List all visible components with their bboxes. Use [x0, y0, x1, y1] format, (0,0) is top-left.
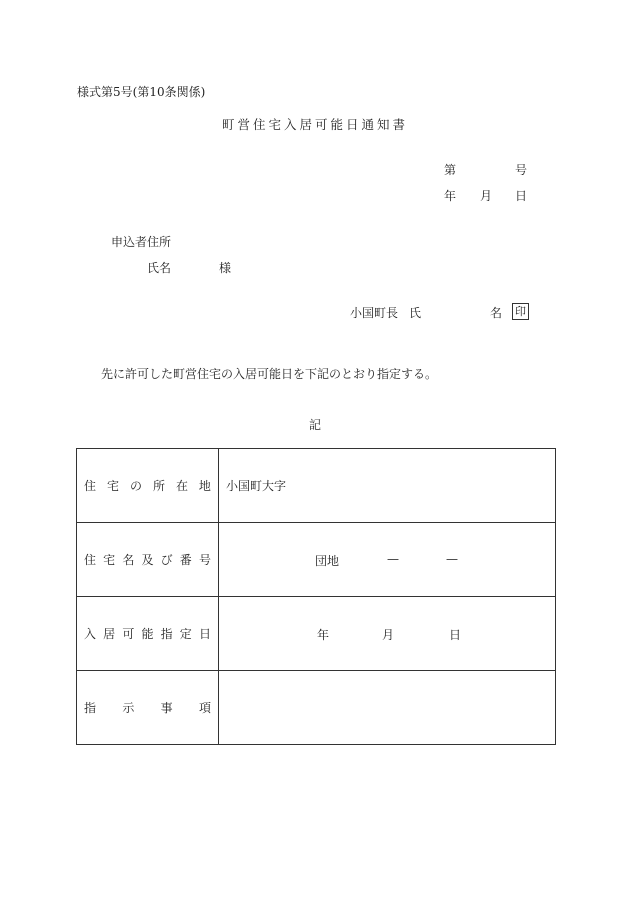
label-char: 居: [103, 627, 116, 641]
dash-separator: —: [387, 552, 399, 566]
seal-box: 印: [512, 303, 529, 320]
issuer-mei: 名: [490, 306, 503, 320]
recipient-honorific: 様: [219, 261, 232, 275]
label-char: 号: [198, 553, 211, 567]
label-char: 入: [84, 627, 97, 641]
label-char: 番: [179, 553, 192, 567]
label-char: 項: [198, 701, 211, 715]
value-cell-instructions[interactable]: [219, 671, 556, 745]
label-cell-location: [77, 449, 219, 523]
label-char: 指: [160, 627, 173, 641]
label-char: 事: [160, 701, 173, 715]
danchi-label: 団地: [315, 554, 340, 568]
label-char: 及: [141, 553, 154, 567]
label-char: 能: [141, 627, 154, 641]
table-row: [77, 671, 556, 745]
table-row: [77, 449, 556, 523]
document-title: 町営住宅入居可能日通知書: [221, 117, 408, 132]
label-char: 在: [175, 479, 188, 493]
doc-date-month: 月: [480, 189, 493, 203]
label-char: 可: [122, 627, 135, 641]
label-char: の: [129, 479, 142, 493]
doc-number-go: 号: [515, 163, 528, 177]
month-label: 月: [382, 628, 395, 642]
day-label: 日: [449, 628, 462, 642]
table-row: [77, 597, 556, 671]
dash-separator: —: [446, 552, 458, 566]
value-cell-move-in-date: [219, 597, 556, 671]
label-char: 宅: [103, 553, 116, 567]
label-char: 所: [152, 479, 165, 493]
doc-number-dai: 第: [444, 163, 457, 177]
table-row: [77, 523, 556, 597]
year-label: 年: [317, 628, 330, 642]
details-table: [76, 448, 556, 745]
label-char: 地: [198, 479, 211, 493]
label-char: 名: [122, 553, 135, 567]
doc-date-day: 日: [515, 189, 528, 203]
label-char: 定: [179, 627, 192, 641]
label-char: 日: [198, 627, 211, 641]
body-text: 先に許可した町営住宅の入居可能日を下記のとおり指定する。: [101, 367, 438, 381]
label-char: 指: [84, 701, 97, 715]
recipient-address-label: 申込者住所: [111, 235, 172, 249]
value-cell-location: [219, 449, 556, 523]
issuer-title: 小国町長: [350, 306, 399, 320]
instructions-value: [219, 701, 226, 715]
issuer-shi: 氏: [409, 306, 422, 320]
label-char: 示: [122, 701, 135, 715]
label-char: 宅: [106, 479, 119, 493]
label-char: び: [160, 553, 173, 567]
doc-date-year: 年: [444, 189, 457, 203]
label-char: 住: [84, 553, 97, 567]
location-value: 小国町大字: [226, 479, 287, 493]
label-char: 住: [84, 479, 97, 493]
form-number: 様式第5号(第10条関係): [77, 85, 206, 99]
label-cell-instructions: [77, 671, 219, 745]
label-cell-move-in-date: [77, 597, 219, 671]
recipient-name-label: 氏名: [147, 261, 172, 275]
label-cell-housing-name: [77, 523, 219, 597]
value-cell-housing-name: [219, 523, 556, 597]
ki-heading: 記: [308, 418, 321, 432]
